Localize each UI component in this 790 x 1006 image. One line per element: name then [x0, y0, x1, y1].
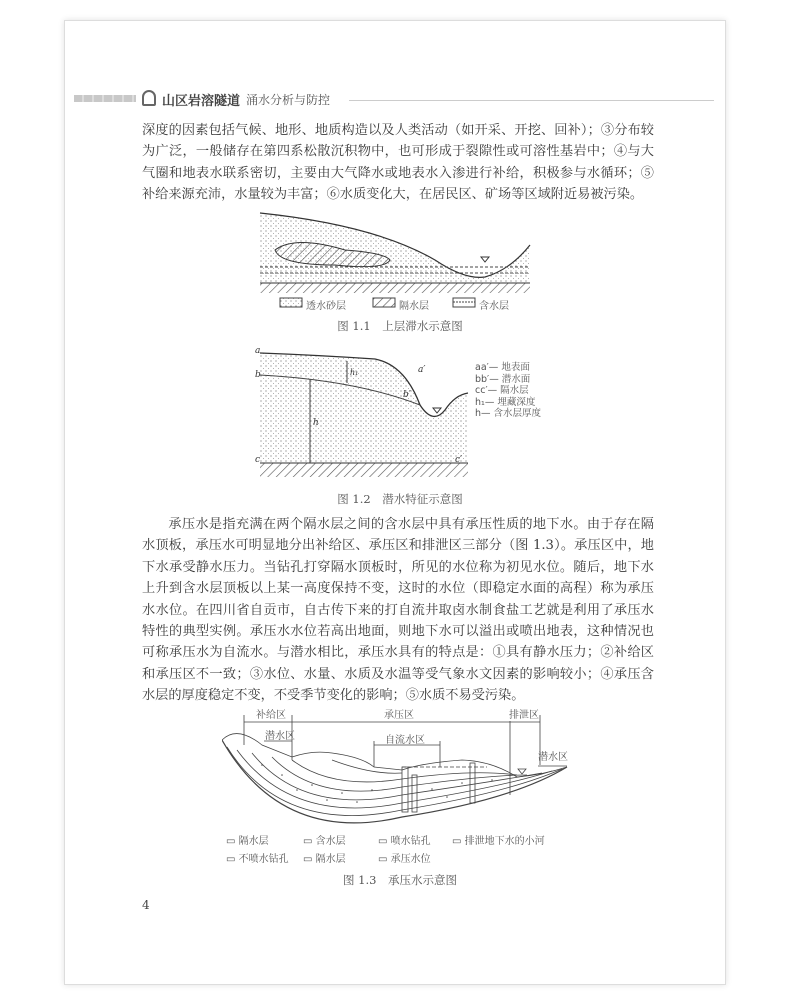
label-b: b [255, 370, 261, 380]
tunnel-logo-icon [142, 90, 156, 106]
fig1-legend-aquiclude: 隔水层 [399, 301, 429, 312]
header-decor-bar [74, 95, 136, 102]
fig2-legend-item: aa′— 地表面 [475, 362, 530, 373]
figure-1-2-diagram [255, 345, 470, 485]
paragraph-2 [142, 514, 654, 707]
figure-1-3-caption: 图 1.3 承压水示意图 [343, 873, 457, 887]
book-subtitle: 涌水分析与防控 [246, 93, 331, 107]
fig3-legend-aquiclude-2: ▭ 隔水层 [303, 854, 346, 865]
zone-recharge: 补给区 [256, 706, 286, 721]
zone-phreatic-right: 潜水区 [538, 752, 568, 763]
book-title: 山区岩溶隧道 [162, 94, 241, 109]
figure-1-1-caption: 图 1.1 上层滞水示意图 [337, 319, 463, 333]
label-b-prime: b′ [403, 390, 411, 400]
fig3-legend-river: ▭ 排泄地下水的小河 [452, 836, 545, 847]
figure-1-2-caption: 图 1.2 潜水特征示意图 [337, 492, 463, 506]
fig2-legend-item: cc′— 隔水层 [475, 385, 529, 396]
fig1-legend-aquifer: 含水层 [479, 301, 509, 312]
page-number: 4 [142, 898, 150, 912]
label-h1: h₁ [350, 368, 359, 377]
label-c-prime: c′ [455, 455, 463, 465]
label-a-prime: a′ [418, 365, 426, 375]
paragraph-1 [142, 120, 654, 206]
fig2-legend-item: bb′— 潜水面 [475, 373, 531, 385]
zone-discharge: 排泄区 [509, 706, 539, 721]
figure-1-3-diagram [222, 705, 577, 825]
label-h: h [313, 418, 319, 428]
fig3-legend-head: ▭ 承压水位 [378, 854, 431, 865]
fig3-legend-flowing-well: ▭ 喷水钻孔 [378, 836, 431, 847]
fig2-legend [475, 362, 541, 420]
label-a: a [255, 346, 261, 356]
running-header [74, 90, 724, 110]
paragraph-1-text: 深度的因素包括气候、地形、地质构造以及人类活动（如开采、开挖、回补）；③分布较为广泛，一般储存在第四系松散沉积物中，也可形成于裂隙性或可溶性基岩中；④与大气圈和地表水联系密切，主要由大气降水或地表水入渗进行补给，积极参与水循环；⑤补给来源充沛，水量较为丰富；⑥水质变化大，在居民区、矿场等区域附近易被污染。 [142, 123, 654, 203]
fig3-legend-aquiclude: ▭ 隔水层 [226, 836, 269, 847]
fig3-legend-aquifer: ▭ 含水层 [303, 836, 346, 847]
zone-phreatic-left: 潜水区 [265, 731, 295, 742]
fig1-legend-permeable-sand: 透水砂层 [306, 301, 346, 312]
zone-confined: 承压区 [384, 706, 414, 721]
fig2-legend-item: h— 含水层厚度 [475, 408, 542, 419]
label-c: c [255, 455, 261, 465]
header-rule [349, 100, 714, 101]
paragraph-2-text: 承压水是指充满在两个隔水层之间的含水层中具有承压性质的地下水。由于存在隔水顶板，承压水可明显地分出补给区、承压区和排泄区三部分（图 1.3）。承压区中，地下水承受静水压力。当钻孔打穿隔水顶板时，所见的水位称为初见水位。随后，地下水上升到含水层顶板以上某一高度保持不变，这时的水位（即稳定水面的高程）称为承压水水位。在四川省自贡市，自古传下来的打自流井取卤水制食盐工艺就是利用了承压水特性的典型实例。承压水水位若高出地面，则地下水可以溢出或喷出地表，这种情况也可称承压水为自流水。与潜水相比，承压水具有的特点是：①具有静水压力；②补给区和承压区不一致；③水位、水量、水质及水温等受气象水文因素的影响较小；④承压含水层的厚度稳定不变，不受季节变化的影响；⑤水质不易受污染。 [142, 517, 654, 704]
zone-artesian: 自流水区 [385, 735, 425, 746]
fig3-legend-nonflowing-well: ▭ 不喷水钻孔 [226, 854, 289, 865]
fig2-legend-item: h₁— 埋藏深度 [475, 396, 536, 408]
